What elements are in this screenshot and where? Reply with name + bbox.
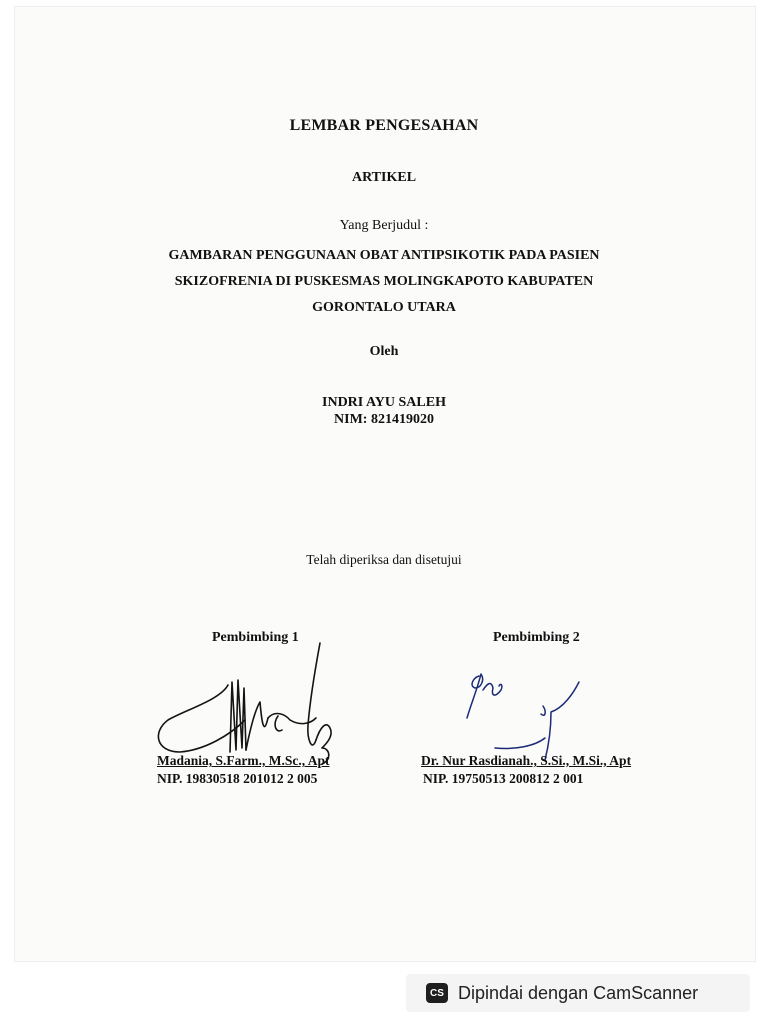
supervisor-1-label: Pembimbing 1	[212, 630, 299, 645]
camscanner-watermark	[406, 974, 750, 1012]
supervisor-1-nip: NIP. 19830518 201012 2 005	[157, 771, 318, 786]
supervisor-2-nip: NIP. 19750513 200812 2 001	[423, 771, 584, 786]
article-title-line: GORONTALO UTARA	[312, 300, 456, 315]
scanned-page	[14, 6, 756, 962]
page-title: LEMBAR PENGESAHAN	[289, 117, 479, 134]
article-title	[0, 243, 768, 321]
camscanner-logo-icon: CS	[426, 983, 448, 1003]
author-block	[0, 394, 768, 428]
supervisor-2-name: Dr. Nur Rasdianah., S.Si., M.Si., Apt	[421, 753, 632, 768]
supervisor-2-label: Pembimbing 2	[493, 630, 580, 645]
approval-text: Telah diperiksa dan disetujui	[306, 552, 462, 567]
watermark-text: Dipindai dengan CamScanner	[458, 982, 699, 1003]
subtitle-label: Yang Berjudul :	[339, 218, 429, 233]
author-name: INDRI AYU SALEH	[322, 395, 446, 410]
author-nim: NIM: 821419020	[334, 412, 434, 427]
by-label: Oleh	[369, 344, 399, 359]
supervisor-1-name: Madania, S.Farm., M.Sc., Apt	[157, 753, 330, 768]
article-title-line: GAMBARAN PENGGUNAAN OBAT ANTIPSIKOTIK PADA PASIEN	[168, 248, 600, 263]
document-type: ARTIKEL	[351, 170, 417, 185]
article-title-line: SKIZOFRENIA DI PUSKESMAS MOLINGKAPOTO KABUPATEN	[174, 274, 594, 289]
